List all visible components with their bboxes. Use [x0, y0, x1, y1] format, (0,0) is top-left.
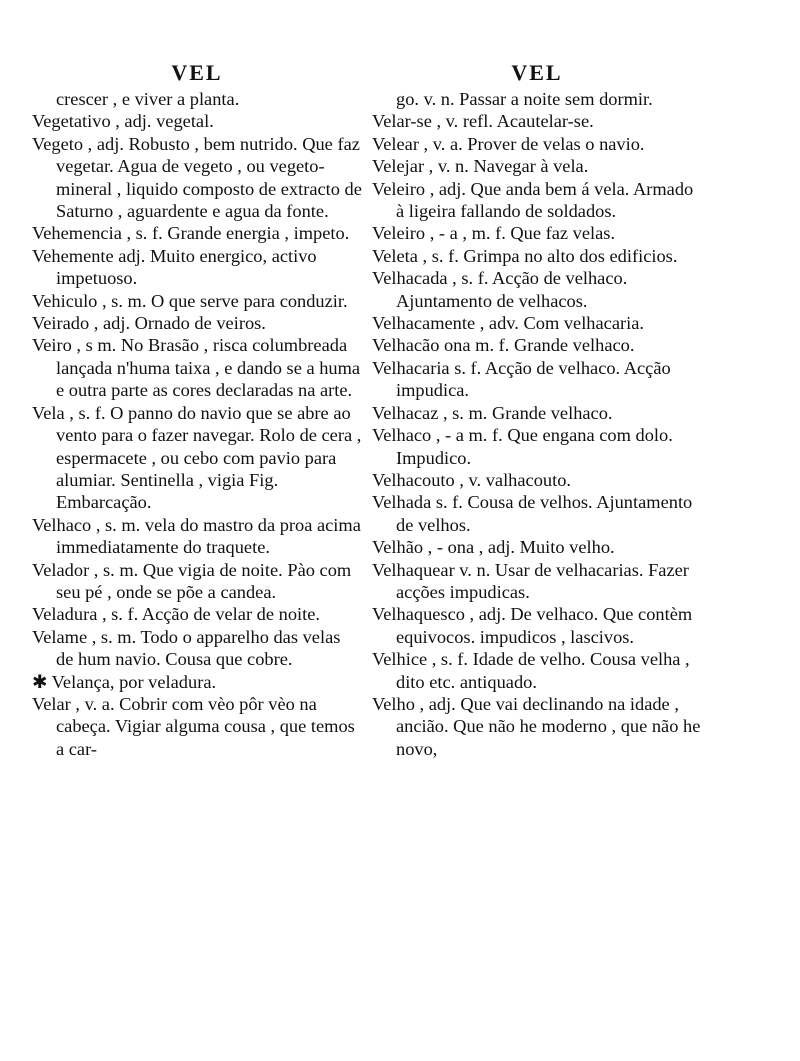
entry: Veleta , s. f. Grimpa no alto dos edificios.: [372, 245, 678, 266]
entry: Velejar , v. n. Navegar à vela.: [372, 156, 589, 177]
entry: Veleiro , adj. Que anda bem á vela. Armado à ligeira fallando de soldados.: [372, 178, 694, 222]
entry: go. v. n. Passar a noite sem dormir.: [396, 89, 653, 109]
entry: Velhão , - ona , adj. Muito velho.: [372, 537, 615, 558]
right-column: [372, 58, 702, 760]
entry: Velhacamente , adv. Com velhacaria.: [372, 313, 644, 334]
entry: Velador , s. m. Que vigia de noite. Pào com seu pé , onde se põe a candea.: [32, 559, 352, 602]
entry: Velhacão ona m. f. Grande velhaco.: [372, 335, 635, 356]
entry: Velhaco , - a m. f. Que engana com dolo. Impudico.: [372, 425, 673, 468]
entry: ✱ Velança, por veladura.: [32, 671, 217, 692]
entry: Velhaquear v. n. Usar de velhacarias. Fazer acções impudicas.: [372, 559, 689, 602]
entry: Velhaco , s. m. vela do mastro da proa acima immediatamente do traquete.: [32, 514, 361, 558]
entry: Veleiro , - a , m. f. Que faz velas.: [372, 223, 616, 244]
entry: Velear , v. a. Prover de velas o navio.: [372, 133, 645, 154]
entry: Velame , s. m. Todo o apparelho das velas de hum navio. Cousa que cobre.: [32, 626, 341, 670]
entry: Velar-se , v. refl. Acautelar-se.: [372, 111, 594, 132]
entry: Veiro , s m. No Brasão , risca columbreada lançada n'huma taixa , e dando se a huma e outra parte as cores declaradas na arte.: [32, 335, 361, 401]
entry: Velhacada , s. f. Acção de velhaco. Ajuntamento de velhacos.: [372, 268, 628, 311]
entry: Vegetativo , adj. vegetal.: [32, 111, 214, 132]
entry: Vela , s. f. O panno do navio que se abre ao vento para o fazer navegar. Rolo de cera , espermacete , ou cebo com pavio para alumiar. Sentinella , vigia Fig. Embarcação.: [32, 402, 362, 513]
entry: Vehiculo , s. m. O que serve para conduzir.: [32, 290, 348, 311]
entry: Velar , v. a. Cobrir com vèo pôr vèo na cabeça. Vigiar alguma cousa , que temos a car-: [32, 693, 355, 759]
entry: Velho , adj. Que vai declinando na idade , ancião. Que não he moderno , que não he novo,: [372, 693, 701, 759]
entry: Velhacaz , s. m. Grande velhaco.: [372, 402, 613, 423]
entry: Velhada s. f. Cousa de velhos. Ajuntamento de velhos.: [372, 492, 693, 535]
entry: crescer , e viver a planta.: [56, 89, 240, 109]
entry: Vegeto , adj. Robusto , bem nutrido. Que faz vegetar. Agua de vegeto , ou vegeto-mineral , liquido composto de extracto de Saturno , aguardente e agua da fonte.: [32, 133, 362, 222]
entry: Velhacaria s. f. Acção de velhaco. Acção impudica.: [372, 357, 671, 401]
entry: Velhice , s. f. Idade de velho. Cousa velha , dito etc. antiquado.: [372, 649, 690, 692]
column-header: VEL: [511, 60, 563, 85]
entry: Veirado , adj. Ornado de veiros.: [32, 313, 266, 334]
entry: Velhaquesco , adj. De velhaco. Que contèm equivocos. impudicos , lascivos.: [372, 604, 693, 647]
column-header: VEL: [171, 60, 223, 85]
left-column: [32, 58, 362, 760]
entry: Velhacouto , v. valhacouto.: [372, 469, 571, 490]
entry: Veladura , s. f. Acção de velar de noite.: [32, 604, 320, 625]
entry: Vehemencia , s. f. Grande energia , impeto.: [32, 223, 350, 244]
entry: Vehemente adj. Muito energico, activo impetuoso.: [32, 245, 317, 289]
